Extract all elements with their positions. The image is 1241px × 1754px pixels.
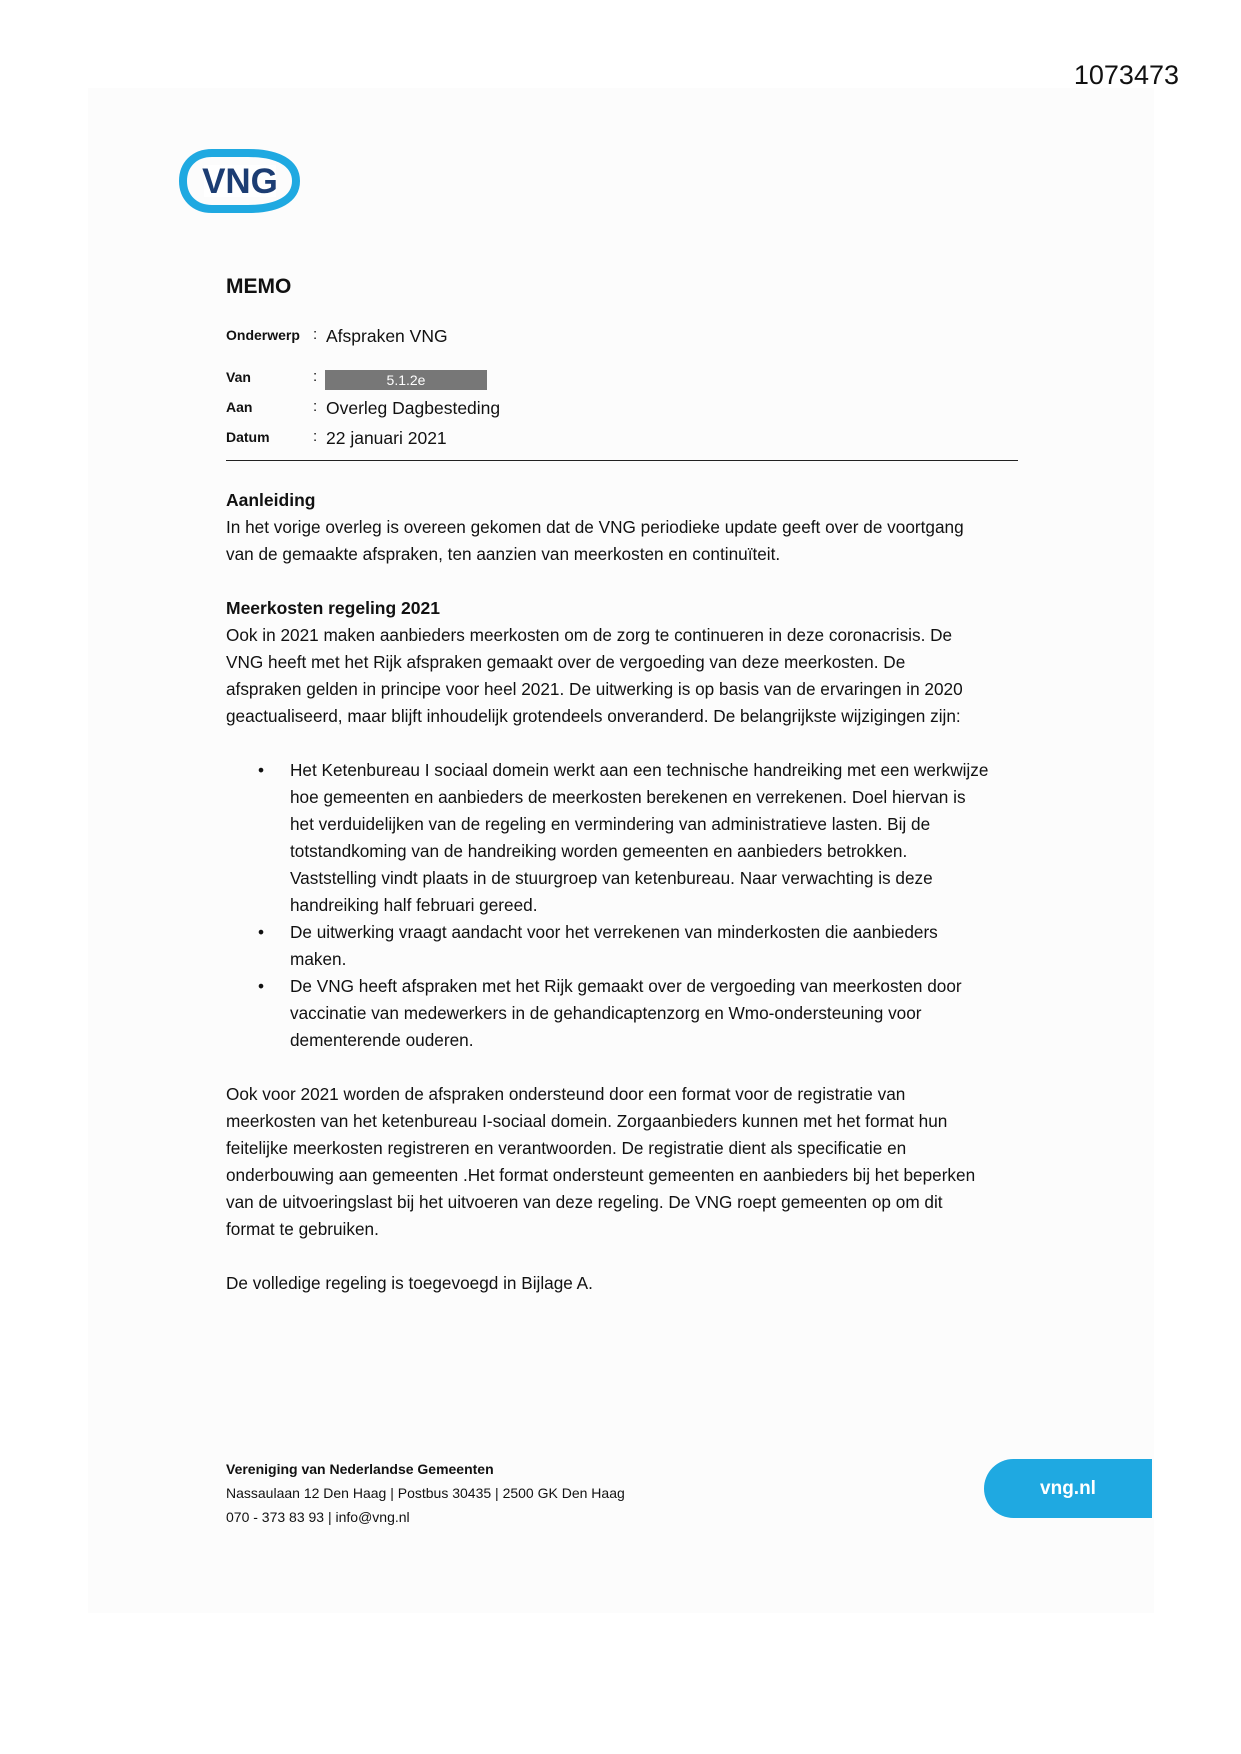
field-label: Van — [226, 369, 251, 385]
paragraph-line: feitelijke meerkosten registreren en verantwoorden. De registratie dient als specificatie en — [226, 1138, 907, 1158]
list-item — [226, 919, 1026, 973]
footer-contact: 070 - 373 83 93 | info@vng.nl — [226, 1509, 410, 1525]
list-item — [226, 757, 1026, 919]
document-number: 1073473 — [1073, 60, 1179, 90]
closing-line: De volledige regeling is toegevoegd in Bijlage A. — [226, 1273, 593, 1293]
list-item-line: het verduidelijken van de regeling en vermindering van administratieve lasten. Bij de — [290, 814, 931, 834]
redaction-box: 5.1.2e — [325, 370, 487, 390]
header-divider — [226, 460, 1018, 461]
section-heading-meerkosten: Meerkosten regeling 2021 — [226, 598, 440, 618]
paragraph-line: VNG heeft met het Rijk afspraken gemaakt over de vergoeding van deze meerkosten. De — [226, 652, 906, 672]
list-item — [226, 973, 1026, 1054]
memo-body — [226, 487, 1026, 1297]
field-aan — [226, 398, 1016, 428]
list-item-line: Het Ketenbureau I sociaal domein werkt aan een technische handreiking met een werkwijze — [290, 760, 989, 780]
field-value-date: 22 januari 2021 — [326, 428, 447, 448]
bullet-glyph: • — [258, 976, 265, 996]
section-heading-aanleiding: Aanleiding — [226, 490, 316, 510]
changes-list — [226, 757, 1026, 1054]
bullet-glyph: • — [258, 922, 265, 942]
field-value-subject: Afspraken VNG — [326, 326, 448, 346]
bullet-glyph: • — [258, 760, 265, 780]
memo-header-fields — [226, 326, 1016, 458]
field-value-recipient: Overleg Dagbesteding — [326, 398, 501, 418]
memo-title: MEMO — [226, 275, 292, 298]
vng-logo — [178, 147, 301, 215]
field-colon: : — [313, 428, 318, 445]
footer-address: Nassaulaan 12 Den Haag | Postbus 30435 | 2500 GK Den Haag — [226, 1485, 625, 1501]
paragraph-line: Ook in 2021 maken aanbieders meerkosten om de zorg te continueren in deze coronacrisis. De — [226, 625, 953, 645]
footer-org-name: Vereniging van Nederlandse Gemeenten — [226, 1461, 494, 1477]
field-label: Datum — [226, 429, 270, 445]
paragraph-line: afspraken gelden in principe voor heel 2021. De uitwerking is op basis van de ervaringen in 2020 — [226, 679, 963, 699]
list-item-line: vaccinatie van medewerkers in de gehandicaptenzorg en Wmo-ondersteuning voor — [290, 1003, 922, 1023]
list-item-line: De uitwerking vraagt aandacht voor het verrekenen van minderkosten die aanbieders — [290, 922, 938, 942]
field-label: Aan — [226, 399, 253, 415]
paragraph-line: In het vorige overleg is overeen gekomen dat de VNG periodieke update geeft over de voortgang — [226, 517, 964, 537]
svg-text:VNG: VNG — [202, 162, 278, 201]
list-item-line: handreiking half februari gereed. — [290, 895, 538, 915]
field-van — [226, 368, 1016, 398]
paragraph-line: van de gemaakte afspraken, ten aanzien van meerkosten en continuïteit. — [226, 544, 781, 564]
paragraph-line: van de uitvoeringslast bij het uitvoeren van deze regeling. De VNG roept gemeenten op om dit — [226, 1192, 943, 1212]
field-onderwerp — [226, 326, 1016, 368]
website-link[interactable]: vng.nl — [984, 1459, 1152, 1518]
paragraph-line: Ook voor 2021 worden de afspraken ondersteund door een format voor de registratie van — [226, 1084, 906, 1104]
list-item-line: hoe gemeenten en aanbieders de meerkosten berekenen en verrekenen. Doel hiervan is — [290, 787, 966, 807]
field-datum — [226, 428, 1016, 458]
list-item-line: Vaststelling vindt plaats in de stuurgroep van ketenbureau. Naar verwachting is deze — [290, 868, 933, 888]
paragraph-line: onderbouwing aan gemeenten .Het format ondersteunt gemeenten en aanbieders bij het beperken — [226, 1165, 976, 1185]
paragraph-line: geactualiseerd, maar blijft inhoudelijk grotendeels onveranderd. De belangrijkste wijzigingen zijn: — [226, 706, 961, 726]
list-item-line: maken. — [290, 949, 347, 969]
list-item-line: dementerende ouderen. — [290, 1030, 474, 1050]
list-item-line: De VNG heeft afspraken met het Rijk gemaakt over de vergoeding van meerkosten door — [290, 976, 962, 996]
field-colon: : — [313, 368, 318, 385]
list-item-line: totstandkoming van de handreiking worden gemeenten en aanbieders betrokken. — [290, 841, 908, 861]
field-colon: : — [313, 326, 318, 343]
field-colon: : — [313, 398, 318, 415]
footer — [226, 1457, 625, 1529]
field-label: Onderwerp — [226, 327, 300, 343]
paragraph-line: format te gebruiken. — [226, 1219, 379, 1239]
paragraph-line: meerkosten van het ketenbureau I-sociaal domein. Zorgaanbieders kunnen met het format hun — [226, 1111, 948, 1131]
